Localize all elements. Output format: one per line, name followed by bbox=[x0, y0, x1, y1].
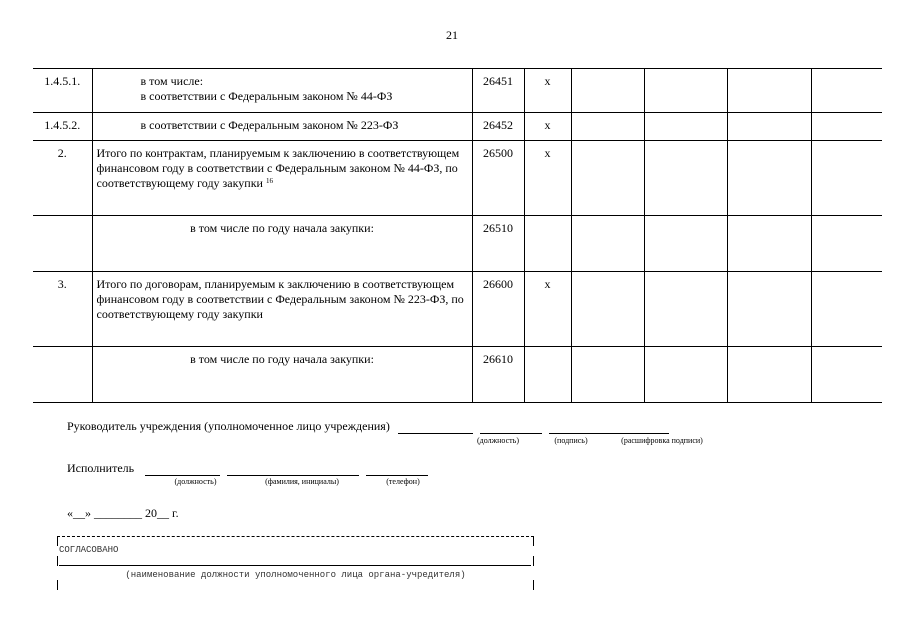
signature-line bbox=[480, 421, 542, 434]
empty-cell bbox=[571, 347, 644, 403]
row-x-mark: х bbox=[524, 69, 571, 113]
row-text: в соответствии с Федеральным законом № 223-ФЗ bbox=[92, 113, 472, 141]
executor-position-line bbox=[145, 463, 220, 476]
head-caption-signature: (подпись) bbox=[554, 436, 588, 445]
row-text: в том числе по году начала закупки: bbox=[92, 216, 472, 272]
row-text bbox=[92, 69, 472, 113]
empty-cell bbox=[571, 141, 644, 216]
row-x-mark: х bbox=[524, 141, 571, 216]
row-text-line: в соответствии с Федеральным законом № 44-ФЗ bbox=[140, 89, 393, 103]
row-number: 1.4.5.1. bbox=[33, 69, 92, 113]
empty-cell bbox=[644, 69, 727, 113]
row-code: 26600 bbox=[472, 272, 524, 347]
row-code: 26610 bbox=[472, 347, 524, 403]
head-label: Руководитель учреждения (уполномоченное лицо учреждения) bbox=[67, 419, 390, 433]
empty-cell bbox=[571, 69, 644, 113]
row-number: 3. bbox=[33, 272, 92, 347]
approval-side-tick bbox=[57, 580, 58, 590]
row-number: 2. bbox=[33, 141, 92, 216]
approval-side-tick bbox=[57, 556, 58, 566]
approval-corner-tick bbox=[57, 536, 58, 546]
footnote-marker: 16 bbox=[265, 177, 273, 185]
row-text: Итого по договорам, планируемым к заключению в соответствующем финансовом году в соответствии с Федеральным законом № 223-ФЗ, по соответствующему году закупки bbox=[92, 272, 472, 347]
table-row bbox=[33, 347, 882, 403]
empty-cell bbox=[644, 272, 727, 347]
row-number bbox=[33, 216, 92, 272]
empty-cell bbox=[644, 216, 727, 272]
row-x-mark: х bbox=[524, 272, 571, 347]
approval-dashed-border bbox=[57, 536, 534, 537]
executor-phone-line bbox=[366, 463, 428, 476]
head-caption-transcript: (расшифровка подписи) bbox=[621, 436, 703, 445]
empty-cell bbox=[727, 272, 811, 347]
empty-cell bbox=[727, 113, 811, 141]
head-caption-position: (должность) bbox=[477, 436, 519, 445]
position-line bbox=[398, 421, 473, 434]
row-code: 26451 bbox=[472, 69, 524, 113]
empty-cell bbox=[727, 69, 811, 113]
executor-caption-position: (должность) bbox=[174, 477, 217, 486]
page-number: 21 bbox=[446, 28, 458, 42]
approval-title: СОГЛАСОВАНО bbox=[59, 545, 119, 555]
empty-cell bbox=[811, 69, 882, 113]
empty-cell bbox=[811, 272, 882, 347]
head-signature-line bbox=[67, 419, 669, 434]
empty-cell bbox=[727, 216, 811, 272]
approval-side-tick bbox=[533, 580, 534, 590]
empty-cell bbox=[727, 141, 811, 216]
empty-cell bbox=[727, 347, 811, 403]
plan-table bbox=[33, 68, 882, 403]
empty-cell bbox=[811, 347, 882, 403]
approval-caption: (наименование должности уполномоченного лица органа-учредителя) bbox=[125, 570, 466, 580]
empty-cell bbox=[571, 272, 644, 347]
empty-cell bbox=[644, 113, 727, 141]
row-number bbox=[33, 347, 92, 403]
empty-cell bbox=[811, 216, 882, 272]
row-code: 26452 bbox=[472, 113, 524, 141]
row-text: в том числе по году начала закупки: bbox=[92, 347, 472, 403]
row-number: 1.4.5.2. bbox=[33, 113, 92, 141]
row-text-body: Итого по контрактам, планируемым к заключению в соответствующем финансовом году в соответствии с Федеральным законом № 44-ФЗ, по соответствующему году закупки bbox=[96, 146, 460, 190]
executor-name-line bbox=[227, 463, 359, 476]
signature-transcript-line bbox=[549, 421, 669, 434]
empty-cell bbox=[811, 113, 882, 141]
approval-block bbox=[57, 536, 534, 592]
date-line: «__» ________ 20__ г. bbox=[67, 506, 179, 520]
row-text-line: в том числе: bbox=[140, 74, 204, 88]
row-text bbox=[92, 141, 472, 216]
table-row bbox=[33, 216, 882, 272]
approval-side-tick bbox=[533, 556, 534, 566]
table-row bbox=[33, 272, 882, 347]
table-row bbox=[33, 141, 882, 216]
empty-cell bbox=[571, 216, 644, 272]
executor-caption-phone: (телефон) bbox=[386, 477, 420, 486]
row-x-mark: х bbox=[524, 113, 571, 141]
empty-cell bbox=[811, 141, 882, 216]
table-row bbox=[33, 113, 882, 141]
empty-cell bbox=[644, 141, 727, 216]
empty-cell bbox=[644, 347, 727, 403]
executor-signature-line bbox=[67, 461, 428, 476]
row-code: 26510 bbox=[472, 216, 524, 272]
approval-name-line bbox=[59, 565, 531, 566]
row-code: 26500 bbox=[472, 141, 524, 216]
row-x-mark bbox=[524, 347, 571, 403]
empty-cell bbox=[571, 113, 644, 141]
row-x-mark bbox=[524, 216, 571, 272]
executor-label: Исполнитель bbox=[67, 461, 135, 475]
approval-corner-tick bbox=[533, 536, 534, 546]
table-row bbox=[33, 69, 882, 113]
executor-caption-name: (фамилия, инициалы) bbox=[265, 477, 339, 486]
